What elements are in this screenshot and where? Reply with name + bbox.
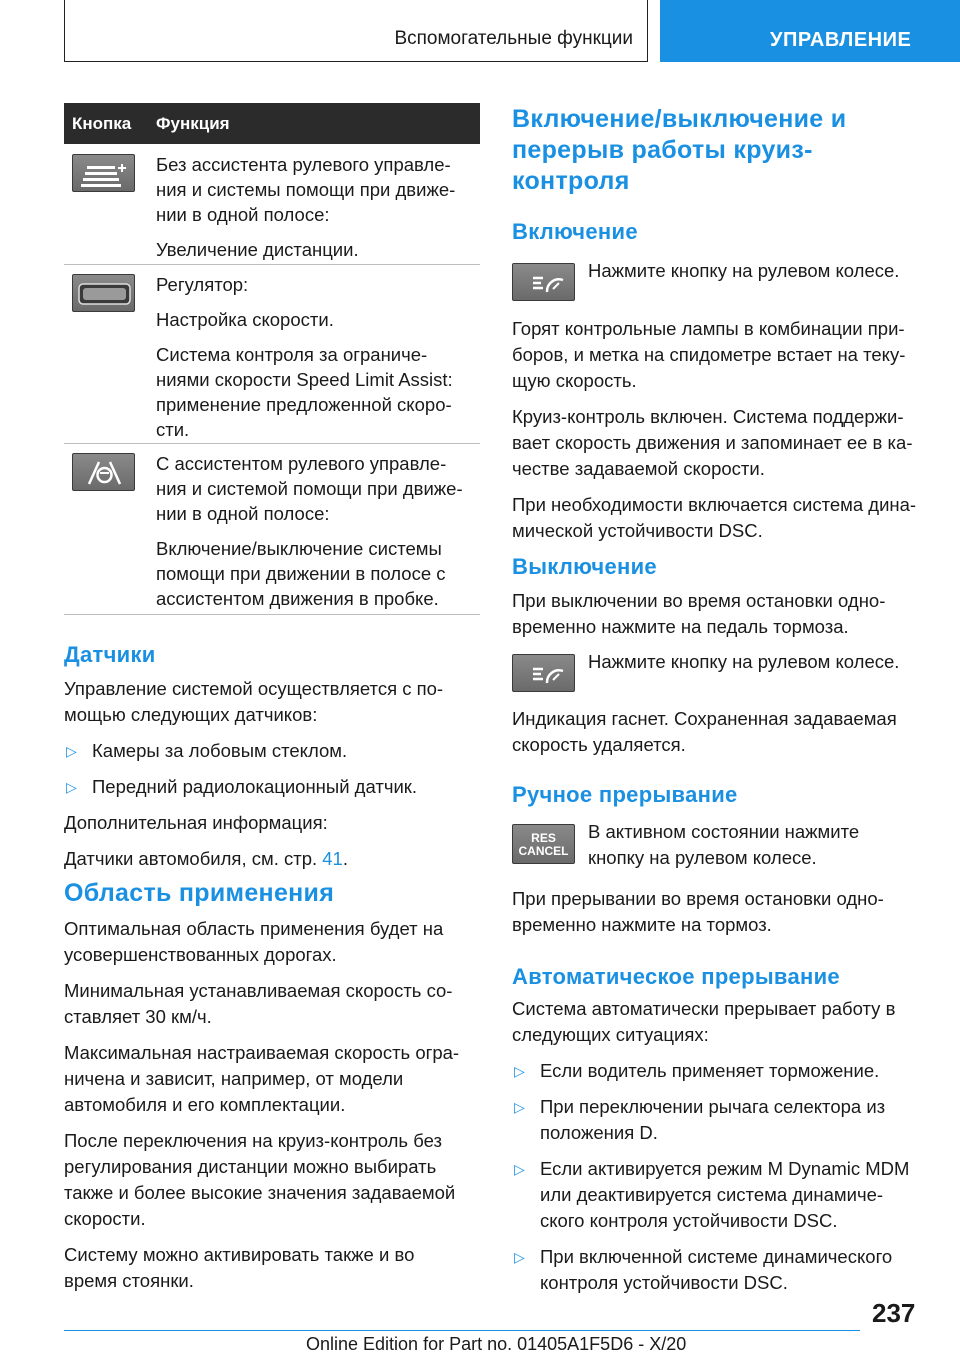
manual-body: При прерывании во время остановки одно- временно нажмите на тормоз. <box>512 888 884 935</box>
row-divider <box>64 443 480 444</box>
switch-off-result: Индикация гаснет. Сохраненная задаваемая скорость удаляется. <box>512 708 897 755</box>
running-header-section <box>64 0 648 62</box>
list-item: ▷ Камеры за лобовым стеклом. <box>64 738 480 764</box>
row1-text: Без ассистента рулевого управле- ния и системы помощи при движе- нии в одной полосе: <box>156 154 456 225</box>
table-row <box>156 152 476 272</box>
row2-p3: Система контроля за ограниче- ниями скорости Speed Limit Assist: применение предложенной скоро- сти. <box>156 344 453 440</box>
footer-divider <box>64 1330 860 1331</box>
list-item: ▷ Если активируется режим M Dynamic MDM или деактивируется система динамиче- ского контроля устойчивости DSC. <box>512 1156 942 1234</box>
switch-off-intro: При выключении во время остановки одно- временно нажмите на педаль тормоза. <box>512 590 886 637</box>
res-cancel-button-icon: RES CANCEL <box>512 824 575 864</box>
distance-increase-icon <box>72 154 135 192</box>
list-item: ▷ При переключении рычага селектора из положения D. <box>512 1094 942 1146</box>
switch-off-button-text: Нажмите кнопку на рулевом колесе. <box>588 651 900 672</box>
steering-assist-icon <box>72 453 135 491</box>
row1-extra: Увеличение дистанции. <box>156 239 359 260</box>
table-header <box>64 103 480 144</box>
manual-button-text: В активном состоянии нажмите кнопку на рулевом колесе. <box>588 821 860 868</box>
col-function-header: Функция <box>156 114 230 133</box>
application-body: Оптимальная область применения будет на усовершенствованных дорогах. Минимальная устанавливаемая скорость со- ставляет 30 км/ч. Максимальная настраиваемая скорость огра- ничена и зависит, например, от модели автомобиля и его комплектации. После переключения на круиз-контроль без регулирования дистанции можно выбирать также и более высокие значения задаваемой скорости. Систему можно активировать также и во время стоянки. <box>64 918 460 1291</box>
row3-p2: Включение/выключение системы помощи при движении в полосе с ассистентом движения в пробке. <box>156 538 446 609</box>
row-divider <box>64 614 480 615</box>
footer-edition: Online Edition for Part no. 01405A1F5D6 - X/20 <box>306 1334 687 1354</box>
page-number: 237 <box>872 1298 916 1328</box>
cruise-button-icon <box>512 654 575 692</box>
row3-p1: С ассистентом рулевого управле- ния и системой помощи при движе- нии в одной полосе: <box>156 453 463 524</box>
page-link[interactable]: 41 <box>322 848 343 869</box>
list-item: ▷ Передний радиолокационный датчик. <box>64 774 480 800</box>
switch-off-heading: Выключение <box>512 554 657 579</box>
manual-interrupt-heading: Ручное прерывание <box>512 782 738 807</box>
row2-p1: Регулятор: <box>156 274 249 295</box>
list-item: ▷ При включенной системе динамического контроля устойчивости DSC. <box>512 1244 942 1296</box>
auto-body: Система автоматически прерывает работу в следующих ситуациях: ▷ Если водитель применяет торможение. ▷ При переключении рычага селектора из положения D. ▷ Если активируется режим M Dynamic MDM или деактивируется система динамиче- ского контроля устойчивости DSC. ▷ При включенной системе динамического контроля устойчивости DSC. <box>512 996 942 1306</box>
cruise-control-heading: Включение/выключение и перерыв работы круиз- контроля <box>512 105 847 195</box>
table-row <box>156 451 476 621</box>
table-row <box>156 272 476 452</box>
cruise-button-icon <box>512 263 575 301</box>
chapter-title: УПРАВЛЕНИЕ <box>770 29 912 51</box>
section-title: Вспомогательные функции <box>394 28 633 49</box>
switch-on-button-text: Нажмите кнопку на рулевом колесе. <box>588 260 900 281</box>
rocker-switch-icon <box>72 274 135 312</box>
sensors-heading: Датчики <box>64 642 156 667</box>
row2-p2: Настройка скорости. <box>156 309 334 330</box>
sensors-body <box>64 676 480 882</box>
row-divider <box>64 264 480 265</box>
application-heading: Область применения <box>64 879 335 907</box>
col-button-header: Кнопка <box>72 114 132 133</box>
switch-on-heading: Включение <box>512 219 638 244</box>
switch-on-body: Горят контрольные лампы в комбинации при- боров, и метка на спидометре встает на теку- щую скорость. Круиз-контроль включен. Система поддержи- вает скорость движения и запоминает ее в ка- честве задаваемой скорости. При необходимости включается система дина- мической устойчивости DSC. <box>512 318 917 541</box>
sensors-ref: Датчики автомобиля, см. стр. 41. <box>64 848 348 869</box>
sensors-intro: Управление системой осуществляется с по- мощью следующих датчиков: <box>64 678 444 725</box>
auto-interrupt-heading: Автоматическое прерывание <box>512 964 840 989</box>
running-header-chapter <box>660 0 960 62</box>
list-item: ▷ Если водитель применяет торможение. <box>512 1058 942 1084</box>
sensors-more: Дополнительная информация: <box>64 812 328 833</box>
